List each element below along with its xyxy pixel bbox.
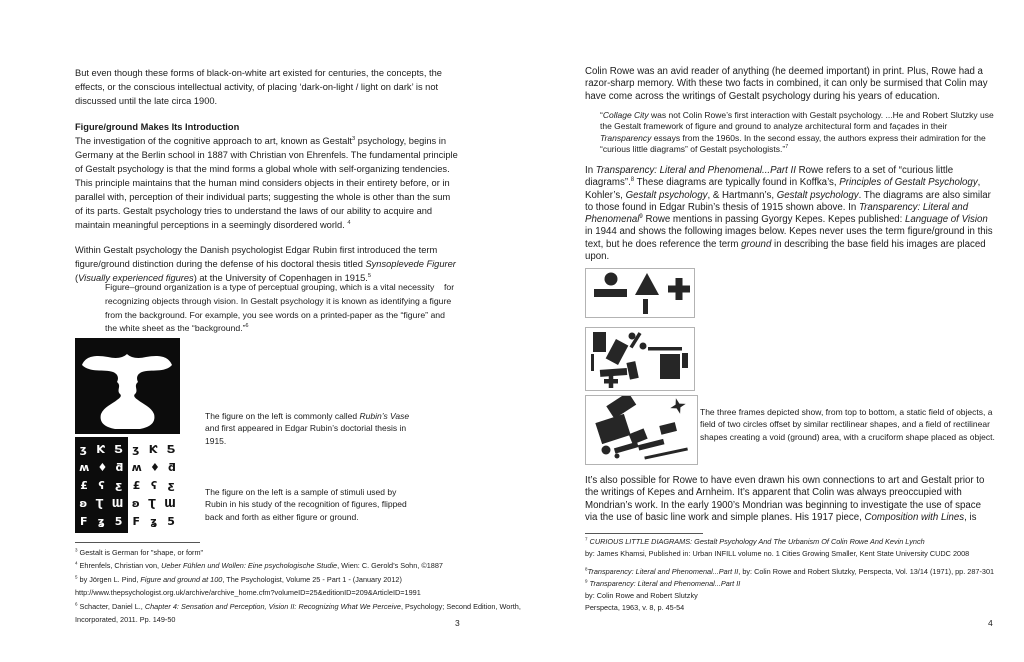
frame-void-field-image <box>586 396 697 464</box>
footnote-7-byline: by: James Khamsi, Published in: Urban INFILL volume no. 1 Cities Growing Smaller, Kent State University CUDC 2008 <box>585 548 970 558</box>
footnotes-right <box>585 536 1005 613</box>
frame-void-field <box>585 395 698 465</box>
footnote-5: $^5$ by Jörgen L. Pind, Figure and ground at 100, The Psychologist, Volume 25 - Part 1 - (January 2012) <box>75 574 402 584</box>
page-number-4: 4 <box>988 618 993 628</box>
stimuli-black-on-white: ʒ Ƙ Ƽ ʍ ♦ ƌ £ ʕ ƹ ʚ Ʈ Ɯ F ʓ 5 <box>128 437 181 533</box>
footnote-7-title: $^7$ CURIOUS LITTLE DIAGRAMS: Gestalt Psychology And The Urbanism Of Colin Rowe And Kevin Lynch <box>585 536 925 546</box>
figure-caption-frames: The three frames depicted show, from top to bottom, a static field of objects, a field of two circles offset by similar rectilinear shapes, and a field of rectilinear shapes creating a void (ground) area, with a cruciform shape placed as object. <box>700 407 995 442</box>
frame-circles-field-image <box>586 328 694 390</box>
paragraph-transparency: In Transparency: Literal and Phenomenal...Part II Rowe refers to a set of “curious little diagrams”.$^8$ These diagrams are typically found in Koffka’s, Principles of Gestalt Psychology, Kohler’s, Gestalt psychology, & Hartmann’s, Gestalt psychology. The diagrams are also similar to those found in Edgar Rubin’s thesis of 1915 shown above. In Transparency: Literal and Phenomenal$^9$ Rowe mentions in passing Gyorgy Kepes. Kepes published: Language of Vision in 1944 and shows the following images below. Kepes never uses the term figure/ground in this text, but he does reference the term ground in describing the base field his images are placed upon. <box>585 165 993 263</box>
block-quote-figure-ground: Figure–ground organization is a type of perceptual grouping, which is a vital necessity for recognizing objects through vision. In Gestalt psychology it is known as identifying a figure from the background. For example, you see words on a printed-paper as the “figure” and the white sheet as the “background.”$^6$ <box>105 282 455 334</box>
footnote-5-url: http://www.thepsychologist.org.uk/archive/archive_home.cfm?volumeID=25&editionID=209&ArticleID=1991 <box>75 588 421 598</box>
section-heading-figure-ground: Figure/ground Makes Its Introduction <box>75 122 240 132</box>
frame-static-field-image <box>586 269 694 317</box>
rubins-vase-image <box>75 338 180 434</box>
figure-caption-stimuli: The figure on the left is a sample of stimuli used by Rubin in his study of the recognition of figures, flipped back and forth as either figure or ground. <box>205 487 407 522</box>
footnote-9-title: $^9$ Transparency: Literal and Phenomenal...Part II <box>585 578 741 588</box>
figure-caption-vase: The figure on the left is commonly called Rubin’s Vase and first appeared in Edgar Rubin’s doctorial thesis in 1915. <box>205 411 410 446</box>
rubins-vase-figure <box>75 338 180 439</box>
paragraph-mondrian: It’s also possible for Rowe to have even drawn his own connections to art and Gestalt prior to the writings of Kepes and Arnheim. It’s apparent that Colin was always preoccupied with Mondrian’s work. In the early 1900’s Mondrian was beginning to investigate the use of space via the use of basic line work and simple planes. His 1917 piece, Composition with Lines, is <box>585 475 985 523</box>
footnote-separator <box>585 533 703 534</box>
stimuli-white-on-black: ʒ Ƙ Ƽ ʍ ♦ ƌ £ ʕ ƹ ʚ Ʈ Ɯ F ʓ 5 <box>75 437 128 533</box>
paragraph-black-on-white: But even though these forms of black-on-white art existed for centuries, the concepts, the effects, or the conscious intellectual activity, of placing ‘dark-on-light / light on dark’ is not discussed until the late circa 1900. <box>75 68 442 106</box>
paragraph-gestalt-intro: The investigation of the cognitive approach to art, known as Gestalt$^3$ psychology, begins in Germany at the Berlin school in 1887 with Christian von Ehrenfels. The fundamental principle of Gestalt psychology is that the mind forms a global whole with self-organizing tendencies. This principle maintains that the human mind considers objects in their entirety before, or in parallel with, perception of their individual parts; suggesting the whole is other than the sum of its parts. Gestalt psychology tries to understand the laws of our ability to acquire and maintain meaningful perceptions in a seemingly disordered world. $^4$ <box>75 135 458 230</box>
page-number-3: 3 <box>455 618 460 628</box>
frame-static-field <box>585 268 695 318</box>
paragraph-edgar-rubin: Within Gestalt psychology the Danish psychologist Edgar Rubin first introduced the term figure/ground distinction during the defense of his doctoral thesis titled Synsoplevede Figurer (Visually experienced figures) at the University of Copenhagen in 1915.$^5$ <box>75 245 456 283</box>
footnotes-left <box>75 546 527 626</box>
footnote-9-source: Perspecta, 1963, v. 8, p. 45-54 <box>585 602 685 612</box>
paragraph-colin-rowe: Colin Rowe was an avid reader of anything (he deemed important) in print. Plus, Rowe had a razor-sharp memory. With these two facts in combined, it can only be surmised that Colin may have come across the writings of Gestalt psychology during his years of education. <box>585 66 988 102</box>
block-quote-collage-city: “Collage City was not Colin Rowe’s first interaction with Gestalt psychology. ...He and Robert Slutzky use the Gestalt framework of figure and ground to analyze architectural form and façades in their Transparency essays from the 1960s. In the second essay, the authors express their admiration for the “curious little diagrams” of Gestalt psychologists.”$^7$ <box>600 110 994 155</box>
footnote-6: $^6$ Schacter, Daniel L., Chapter 4: Sensation and Perception, Vision II: Recognizing What We Perceive, Psychology; Second Edition, Worth, Incorporated, 2011. Pp. 149-50 <box>75 601 521 625</box>
frame-circles-field <box>585 327 695 391</box>
footnote-3: $^3$ Gestalt is German for "shape, or form" <box>75 547 204 557</box>
footnote-8: $^8$Transparency: Literal and Phenomenal...Part II, by: Colin Rowe and Robert Slutzky, Perspecta, Vol. 13/14 (1971), pp. 287-301 <box>585 566 995 576</box>
rubin-stimuli-figure <box>75 437 180 533</box>
footnote-9-byline: by: Colin Rowe and Robert Slutzky <box>585 590 698 600</box>
footnote-separator <box>75 542 200 543</box>
footnote-4: $^4$ Ehrenfels, Christian von, Ueber Fühlen und Wollen: Eine psychologische Studie, Wien: C. Gerold’s Sohn, ©1887 <box>75 560 443 571</box>
